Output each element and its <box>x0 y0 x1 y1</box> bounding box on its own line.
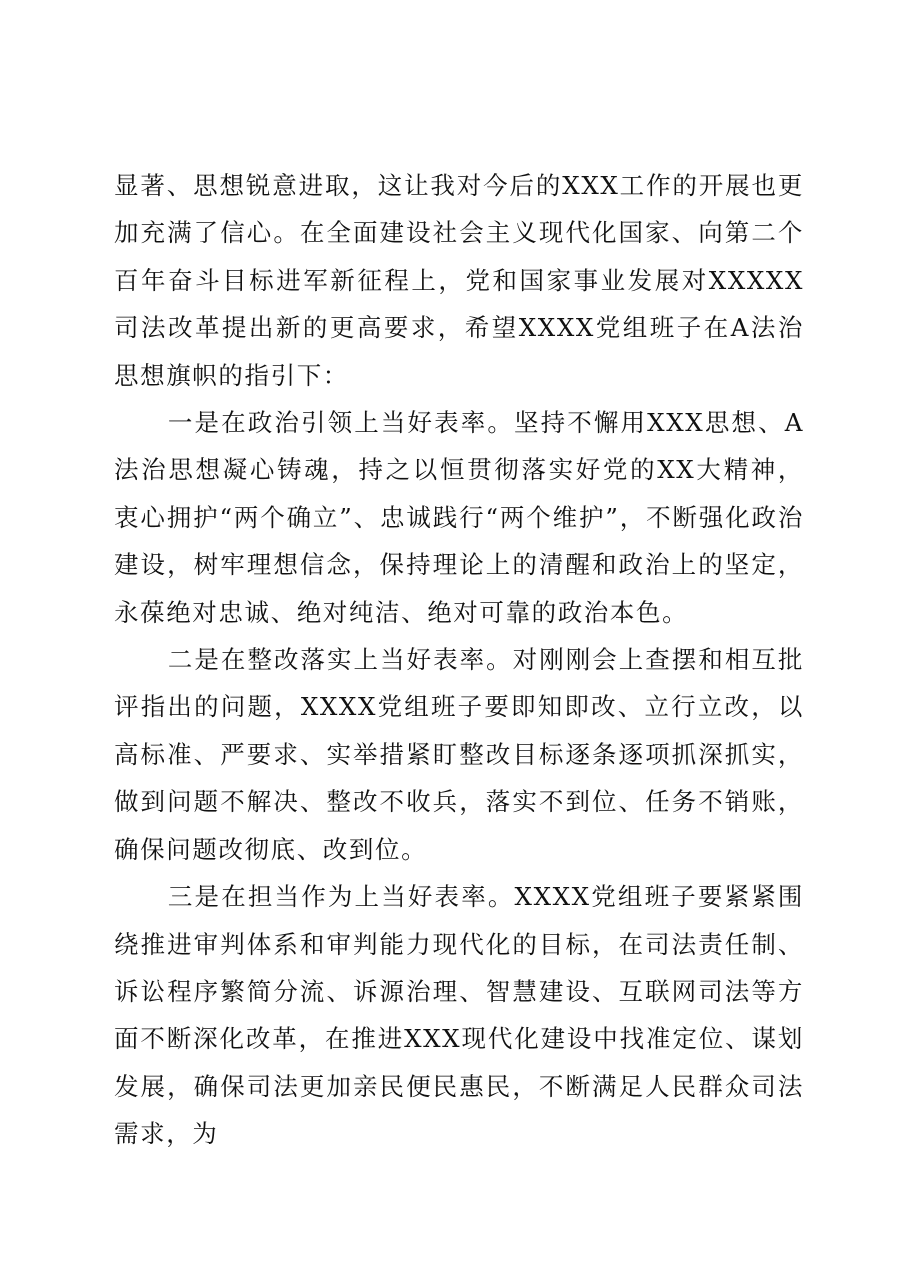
paragraph-responsibility: 三是在担当作为上当好表率。XXXX党组班子要紧紧围绕推进审判体系和审判能力现代化的目标，在司法责任制、诉讼程序繁简分流、诉源治理、智慧建设、互联网司法等方面不断深化改革，在推进XXX现代化建设中找准定位、谋划发展，确保司法更加亲民便民惠民，不断满足人民群众司法需求，为 <box>114 882 804 1149</box>
paragraph-political-leadership: 一是在政治引领上当好表率。坚持不懈用XXX思想、A法治思想凝心铸魂，持之以恒贯彻落实好党的XX大精神，衷心拥护“两个确立”、忠诚践行“两个维护”，不断强化政治建设，树牢理想信念，保持理论上的清醒和政治上的坚定，永葆绝对忠诚、绝对纯洁、绝对可靠的政治本色。 <box>114 408 804 627</box>
document-body <box>114 162 804 1158</box>
paragraph-continued-intro: 显著、思想锐意进取，这让我对今后的XXX工作的开展也更加充满了信心。在全面建设社会主义现代化国家、向第二个百年奋斗目标进军新征程上，党和国家事业发展对XXXXX司法改革提出新的更高要求，希望XXXX党组班子在A法治思想旗帜的指引下： <box>114 171 804 390</box>
paragraph-rectification: 二是在整改落实上当好表率。对刚刚会上查摆和相互批评指出的问题，XXXX党组班子要即知即改、立行立改，以高标准、严要求、实举措紧盯整改目标逐条逐项抓深抓实，做到问题不解决、整改不收兵，落实不到位、任务不销账，确保问题改彻底、改到位。 <box>114 645 804 864</box>
